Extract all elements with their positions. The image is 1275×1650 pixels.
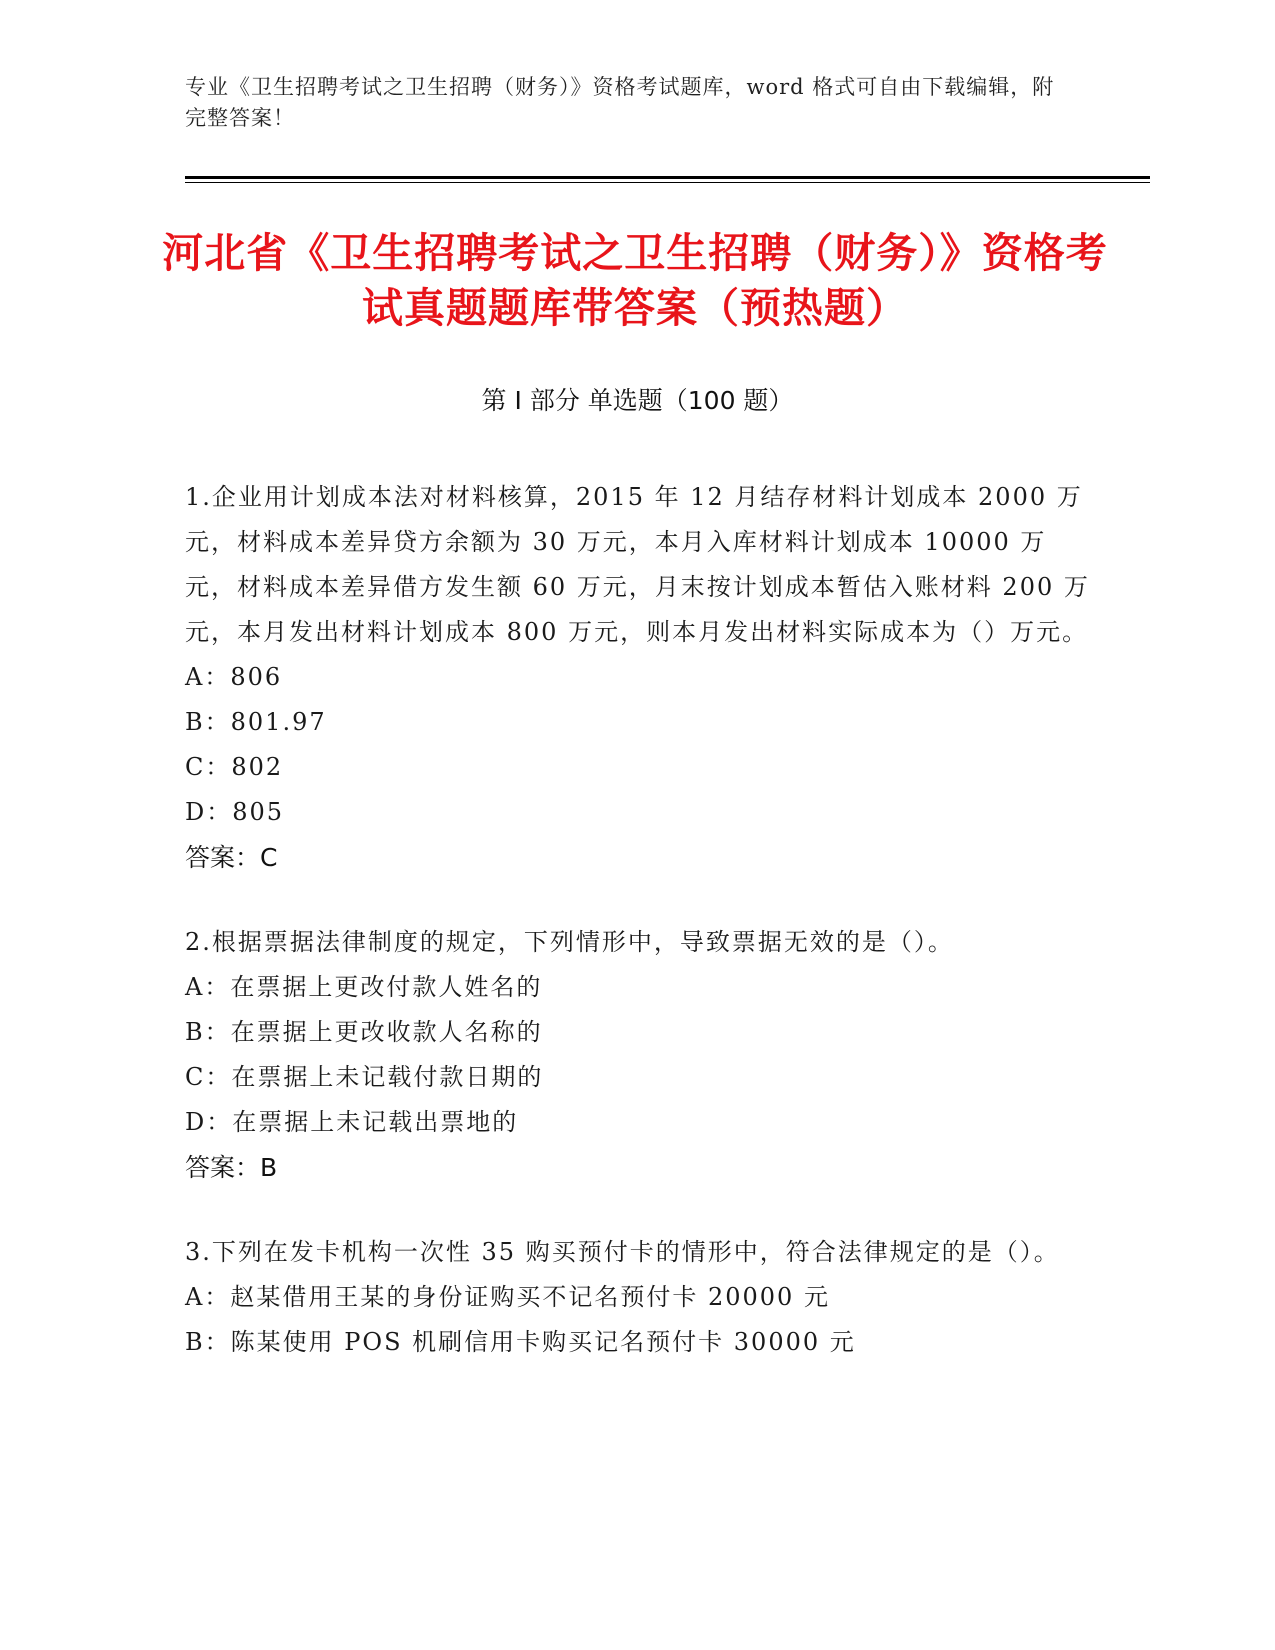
option-letter: B <box>185 708 205 736</box>
answer-option <box>185 655 1090 700</box>
option-text: 在票据上更改付款人姓名的 <box>230 973 543 1001</box>
answer-option <box>185 965 1090 1010</box>
option-text: 802 <box>231 753 284 781</box>
option-separator: ： <box>204 1328 231 1356</box>
option-letter: D <box>185 1108 207 1136</box>
option-text: 806 <box>230 663 283 691</box>
answer-label: 答案： <box>185 1153 261 1182</box>
option-letter: D <box>185 798 207 826</box>
question-item <box>185 920 1090 1190</box>
option-separator: ： <box>204 708 231 736</box>
option-separator: ： <box>206 1108 233 1136</box>
answer-value: B <box>260 1153 278 1182</box>
option-text: 赵某借用王某的身份证购买不记名预付卡 20000 元 <box>230 1283 830 1311</box>
header-rule-thick <box>185 176 1150 179</box>
option-separator: ： <box>205 753 232 781</box>
document-title: 河北省《卫生招聘考试之卫生招聘（财务）》资格考试真题题库带答案（预热题） <box>162 229 1108 332</box>
option-separator: ： <box>204 973 231 1001</box>
option-separator: ： <box>204 663 231 691</box>
option-text: 在票据上未记载付款日期的 <box>231 1063 544 1091</box>
section-title: 第 I 部分 单选题（100 题） <box>481 386 794 415</box>
answer-option <box>185 1275 1090 1320</box>
answer-line <box>185 835 1090 880</box>
option-letter: C <box>185 1063 206 1091</box>
answer-option <box>185 1100 1090 1145</box>
answer-option <box>185 1010 1090 1055</box>
answer-option <box>185 1055 1090 1100</box>
question-stem: 2.根据票据法律制度的规定，下列情形中，导致票据无效的是（）。 <box>185 928 954 956</box>
answer-value: C <box>260 843 278 872</box>
option-letter: A <box>185 1283 205 1311</box>
option-letter: B <box>185 1018 205 1046</box>
option-text: 在票据上未记载出票地的 <box>232 1108 519 1136</box>
answer-option <box>185 790 1090 835</box>
option-letter: A <box>185 973 205 1001</box>
header-rule-thin <box>185 182 1150 183</box>
question-list <box>185 475 1090 1405</box>
question-stem: 3.下列在发卡机构一次性 35 购买预付卡的情形中，符合法律规定的是（）。 <box>185 1238 1060 1266</box>
option-separator: ： <box>205 1063 232 1091</box>
answer-line <box>185 1145 1090 1190</box>
answer-option <box>185 700 1090 745</box>
option-separator: ： <box>206 798 233 826</box>
option-text: 805 <box>232 798 285 826</box>
question-stem: 1.企业用计划成本法对材料核算，2015 年 12 月结存材料计划成本 2000 万元，材料成本差异贷方余额为 30 万元，本月入库材料计划成本 10000 万元，材料成本差异借方发生额 60 万元，月末按计划成本暂估入账材料 200 万元，本月发出材料计划成本 800 万元，则本月发出材料实际成本为（）万元。 <box>185 483 1090 646</box>
option-letter: B <box>185 1328 205 1356</box>
question-item <box>185 475 1090 880</box>
answer-option <box>185 745 1090 790</box>
option-text: 陈某使用 POS 机刷信用卡购买记名预付卡 30000 元 <box>230 1328 856 1356</box>
answer-label: 答案： <box>185 843 261 872</box>
question-item <box>185 1230 1090 1365</box>
option-separator: ： <box>204 1018 231 1046</box>
answer-option <box>185 1320 1090 1365</box>
option-letter: C <box>185 753 206 781</box>
option-text: 在票据上更改收款人名称的 <box>230 1018 543 1046</box>
option-text: 801.97 <box>230 708 327 736</box>
option-separator: ： <box>204 1283 231 1311</box>
option-letter: A <box>185 663 205 691</box>
header-note: 专业《卫生招聘考试之卫生招聘（财务）》资格考试题库，word 格式可自由下载编辑，附完整答案！ <box>185 75 1055 130</box>
